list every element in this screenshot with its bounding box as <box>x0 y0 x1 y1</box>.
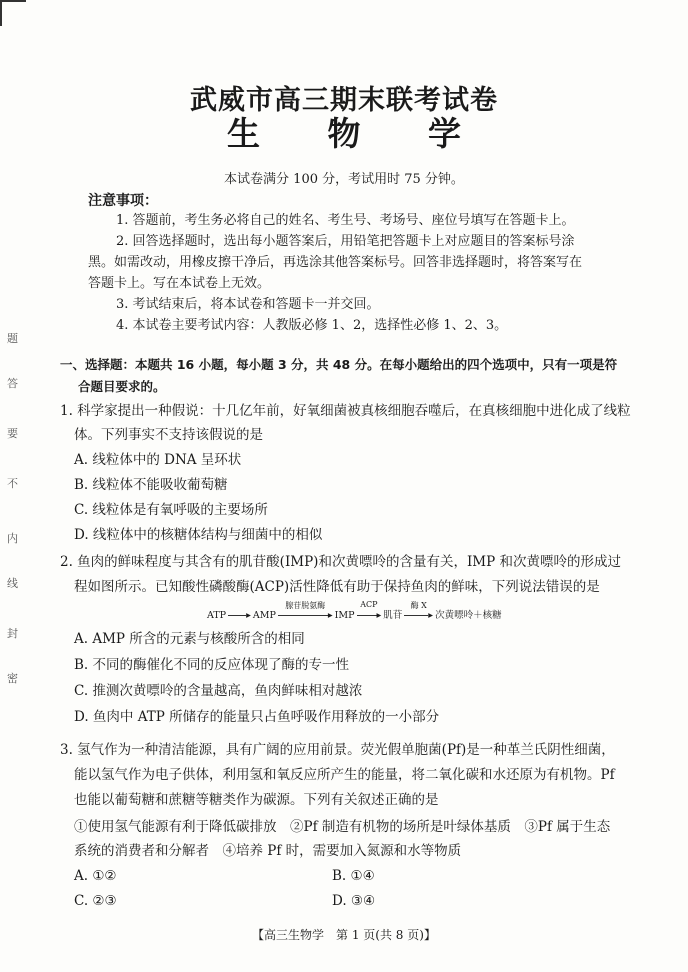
pathway-amp: AMP <box>252 610 276 621</box>
question-3-option: D. ③④ <box>332 893 376 909</box>
side-char: 内 <box>7 532 18 545</box>
side-char: 线 <box>7 577 18 590</box>
side-char: 封 <box>7 627 18 640</box>
side-char: 要 <box>7 427 18 440</box>
pathway-inosine: 肌苷 <box>383 610 403 621</box>
pathway-imp: IMP <box>334 610 355 621</box>
question-3-stem: 能以氢气作为电子供体，利用氢和氧反应所产生的能量，将二氧化碳和水还原为有机物。Pf <box>74 767 615 783</box>
page-footer: 【高三生物学 第 1 页(共 8 页)】 <box>252 928 436 942</box>
notice-item: 答题卡上。写在本试卷上无效。 <box>88 276 271 291</box>
question-2-option: D. 鱼肉中 ATP 所储存的能量只占鱼呼吸作用释放的一小部分 <box>74 709 440 725</box>
reaction-arrow: 腺苷脱氨酶 ▸ <box>276 610 335 621</box>
side-char: 密 <box>7 672 18 685</box>
side-char: 题 <box>7 332 18 345</box>
question-1-stem: 1. 科学家提出一种假说：十几亿年前，好氧细菌被真核细胞吞噬后，在真核细胞中进化成了线粒 <box>60 403 631 419</box>
exam-title: 武威市高三期末联考试卷 <box>190 85 498 116</box>
enzyme-label: ACP <box>360 600 378 609</box>
question-1-option: B. 线粒体不能吸收葡萄糖 <box>74 477 228 493</box>
notice-heading: 注意事项： <box>88 193 158 209</box>
reaction-arrow: ▸ <box>226 610 253 621</box>
crop-mark <box>0 0 26 26</box>
question-3-option: C. ②③ <box>74 893 117 909</box>
reaction-arrow: 酶 X ▸ <box>402 610 435 621</box>
side-char: 不 <box>7 477 18 490</box>
section-heading: 一、选择题：本题共 16 小题，每小题 3 分，共 48 分。在每小题给出的四个选项中，只有一项是符 <box>60 357 618 372</box>
question-1-option: A. 线粒体中的 DNA 呈环状 <box>74 452 242 468</box>
question-1-option: C. 线粒体是有氧呼吸的主要场所 <box>74 502 268 518</box>
subject-title: 生 物 学 <box>227 114 489 153</box>
question-2-option: B. 不同的酶催化不同的反应体现了酶的专一性 <box>74 657 350 673</box>
enzyme-label: 腺苷脱氨酶 <box>285 601 326 610</box>
notice-item: 2. 回答选择题时，选出每小题答案后，用铅笔把答题卡上对应题目的答案标号涂 <box>116 234 575 249</box>
question-3-stem: 也能以葡萄糖和蔗糖等糖类作为碳源。下列有关叙述正确的是 <box>74 792 439 808</box>
pathway-hypoxanthine: 次黄嘌呤＋核糖 <box>435 610 502 621</box>
question-3-option: B. ①④ <box>332 868 375 884</box>
exam-note: 本试卷满分 100 分，考试用时 75 分钟。 <box>224 172 464 187</box>
reaction-arrow: ACP ▸ <box>355 610 384 621</box>
reaction-pathway <box>207 600 502 621</box>
question-3-option: A. ①② <box>74 868 117 884</box>
question-1-stem: 体。下列事实不支持该假说的是 <box>74 427 263 443</box>
question-2-stem: 程如图所示。已知酸性磷酸酶(ACP)活性降低有助于保持鱼肉的鲜味，下列说法错误的是 <box>74 579 600 595</box>
side-char: 答 <box>7 377 18 390</box>
question-2-option: C. 推测次黄嘌呤的含量越高，鱼肉鲜味相对越浓 <box>74 683 363 699</box>
question-2-stem: 2. 鱼肉的鲜味程度与其含有的肌苷酸(IMP)和次黄嘌呤的含量有关，IMP 和次黄嘌呤的形成过 <box>60 554 621 570</box>
notice-item: 1. 答题前，考生务必将自己的姓名、考生号、考场号、座位号填写在答题卡上。 <box>116 213 575 228</box>
question-3-statements: 系统的消费者和分解者 ④培养 Pf 时，需要加入氮源和水等物质 <box>74 843 462 859</box>
notice-item: 黑。如需改动，用橡皮擦干净后，再选涂其他答案标号。回答非选择题时，将答案写在 <box>88 255 583 270</box>
question-3-stem: 3. 氢气作为一种清洁能源，具有广阔的应用前景。荧光假单胞菌(Pf)是一种革兰氏阴性细菌， <box>60 742 615 758</box>
question-1-option: D. 线粒体中的核糖体结构与细菌中的相似 <box>74 527 323 543</box>
notice-item: 3. 考试结束后，将本试卷和答题卡一并交回。 <box>116 297 380 312</box>
question-2-option: A. AMP 所含的元素与核酸所含的相同 <box>74 631 305 647</box>
pathway-atp: ATP <box>207 610 227 621</box>
notice-item: 4. 本试卷主要考试内容：人教版必修 1、2，选择性必修 1、2、3。 <box>116 318 508 333</box>
section-heading-cont: 合题目要求的。 <box>78 379 166 394</box>
question-3-statements: ①使用氢气能源有利于降低碳排放 ②Pf 制造有机物的场所是叶绿体基质 ③Pf 属于生态 <box>74 819 611 835</box>
enzyme-label: 酶 X <box>410 601 427 610</box>
